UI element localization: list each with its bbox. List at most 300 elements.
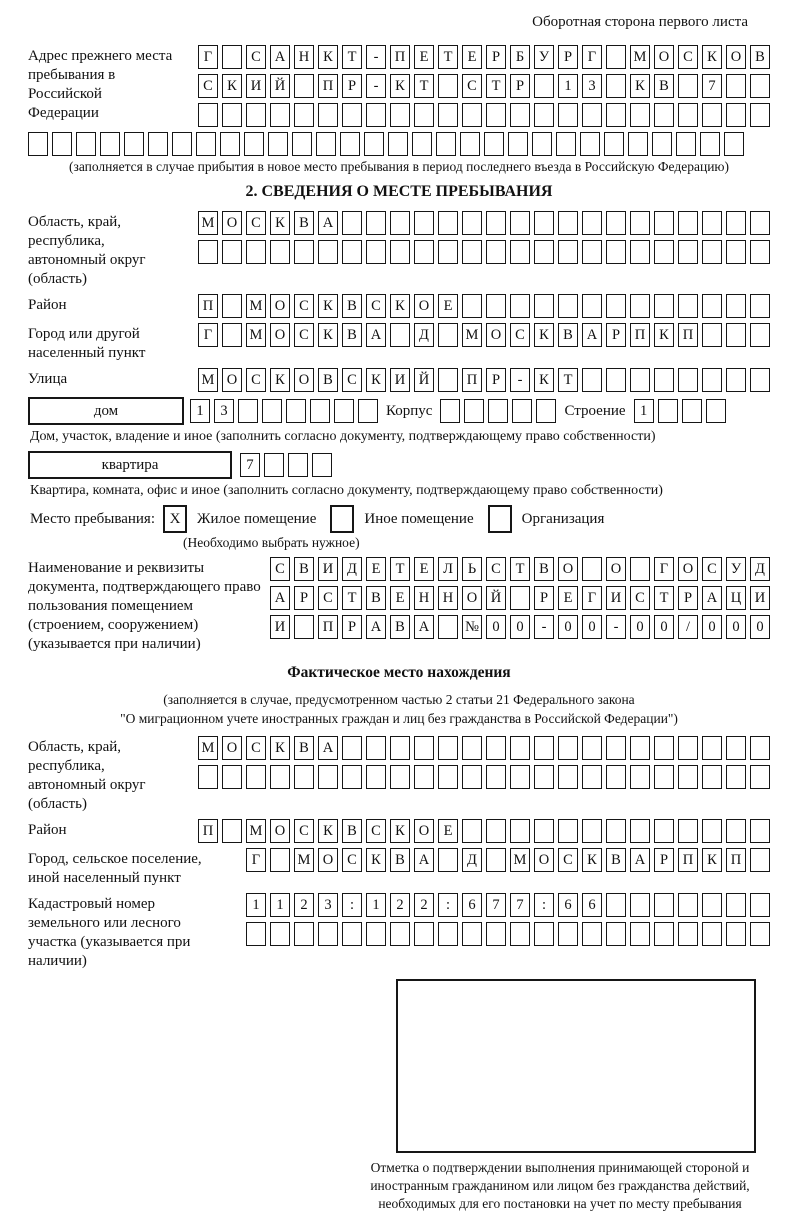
char-cell[interactable]: К — [270, 368, 290, 392]
char-cell[interactable]: Н — [414, 586, 434, 610]
char-cell[interactable] — [364, 132, 384, 156]
char-cell[interactable] — [556, 132, 576, 156]
char-cell[interactable] — [658, 399, 678, 423]
char-cell[interactable]: С — [246, 45, 266, 69]
char-cell[interactable] — [124, 132, 144, 156]
char-cell[interactable]: О — [414, 819, 434, 843]
char-cell[interactable]: О — [270, 323, 290, 347]
char-cell[interactable] — [606, 736, 626, 760]
char-cell[interactable] — [702, 294, 722, 318]
char-cell[interactable]: К — [366, 368, 386, 392]
char-cell[interactable] — [244, 132, 264, 156]
char-cell[interactable]: О — [558, 557, 578, 581]
char-cell[interactable]: А — [318, 211, 338, 235]
char-cell[interactable] — [270, 765, 290, 789]
char-cell[interactable]: Р — [558, 45, 578, 69]
char-cell[interactable]: Й — [486, 586, 506, 610]
char-cell[interactable] — [702, 736, 722, 760]
checkbox-residential[interactable]: X — [163, 505, 187, 533]
char-cell[interactable]: 0 — [630, 615, 650, 639]
char-cell[interactable] — [222, 819, 242, 843]
char-cell[interactable] — [580, 132, 600, 156]
char-cell[interactable] — [438, 103, 458, 127]
char-cell[interactable]: Р — [342, 615, 362, 639]
char-cell[interactable] — [536, 399, 556, 423]
char-cell[interactable] — [294, 922, 314, 946]
char-cell[interactable] — [726, 294, 746, 318]
char-cell[interactable]: : — [342, 893, 362, 917]
char-cell[interactable]: Е — [462, 45, 482, 69]
char-cell[interactable]: Д — [750, 557, 770, 581]
char-cell[interactable]: О — [222, 736, 242, 760]
char-cell[interactable] — [172, 132, 192, 156]
char-cell[interactable] — [484, 132, 504, 156]
char-cell[interactable] — [750, 922, 770, 946]
char-cell[interactable]: 0 — [510, 615, 530, 639]
char-cell[interactable] — [340, 132, 360, 156]
char-cell[interactable]: С — [702, 557, 722, 581]
char-cell[interactable] — [366, 103, 386, 127]
char-cell[interactable] — [390, 765, 410, 789]
char-cell[interactable] — [462, 922, 482, 946]
char-cell[interactable] — [318, 765, 338, 789]
char-cell[interactable]: - — [510, 368, 530, 392]
char-cell[interactable] — [630, 819, 650, 843]
char-cell[interactable] — [750, 211, 770, 235]
char-cell[interactable] — [246, 240, 266, 264]
char-cell[interactable] — [270, 922, 290, 946]
char-cell[interactable] — [390, 323, 410, 347]
char-cell[interactable]: С — [630, 586, 650, 610]
char-cell[interactable]: У — [726, 557, 746, 581]
char-cell[interactable]: Е — [366, 557, 386, 581]
char-cell[interactable]: Д — [414, 323, 434, 347]
char-cell[interactable]: К — [318, 819, 338, 843]
char-cell[interactable] — [750, 765, 770, 789]
char-cell[interactable] — [558, 765, 578, 789]
char-cell[interactable] — [462, 819, 482, 843]
char-cell[interactable]: Е — [438, 294, 458, 318]
char-cell[interactable]: Е — [438, 819, 458, 843]
char-cell[interactable] — [366, 211, 386, 235]
char-cell[interactable] — [534, 294, 554, 318]
char-cell[interactable] — [436, 132, 456, 156]
char-cell[interactable] — [582, 922, 602, 946]
char-cell[interactable]: 0 — [558, 615, 578, 639]
char-cell[interactable] — [630, 922, 650, 946]
char-cell[interactable] — [294, 765, 314, 789]
char-cell[interactable] — [558, 103, 578, 127]
char-cell[interactable] — [678, 765, 698, 789]
char-cell[interactable] — [630, 368, 650, 392]
char-cell[interactable]: П — [318, 74, 338, 98]
char-cell[interactable] — [510, 922, 530, 946]
char-cell[interactable] — [750, 893, 770, 917]
char-cell[interactable]: 1 — [558, 74, 578, 98]
char-cell[interactable] — [750, 74, 770, 98]
char-cell[interactable] — [486, 103, 506, 127]
char-cell[interactable] — [678, 922, 698, 946]
char-cell[interactable]: М — [462, 323, 482, 347]
char-cell[interactable]: В — [294, 736, 314, 760]
char-cell[interactable]: К — [582, 848, 602, 872]
char-cell[interactable]: К — [702, 45, 722, 69]
char-cell[interactable] — [510, 211, 530, 235]
char-cell[interactable] — [366, 922, 386, 946]
char-cell[interactable]: Т — [486, 74, 506, 98]
char-cell[interactable] — [654, 819, 674, 843]
char-cell[interactable] — [294, 615, 314, 639]
char-cell[interactable] — [486, 211, 506, 235]
char-cell[interactable] — [220, 132, 240, 156]
char-cell[interactable] — [288, 453, 308, 477]
char-cell[interactable] — [726, 323, 746, 347]
char-cell[interactable]: С — [510, 323, 530, 347]
char-cell[interactable]: Е — [390, 586, 410, 610]
char-cell[interactable]: П — [678, 848, 698, 872]
char-cell[interactable] — [654, 736, 674, 760]
char-cell[interactable] — [510, 294, 530, 318]
char-cell[interactable]: Т — [438, 45, 458, 69]
char-cell[interactable] — [724, 132, 744, 156]
char-cell[interactable]: Н — [438, 586, 458, 610]
char-cell[interactable] — [654, 240, 674, 264]
char-cell[interactable] — [582, 765, 602, 789]
char-cell[interactable]: : — [438, 893, 458, 917]
char-cell[interactable] — [388, 132, 408, 156]
char-cell[interactable]: С — [558, 848, 578, 872]
char-cell[interactable] — [726, 103, 746, 127]
char-cell[interactable]: 7 — [702, 74, 722, 98]
char-cell[interactable]: М — [246, 323, 266, 347]
char-cell[interactable]: В — [390, 615, 410, 639]
char-cell[interactable] — [222, 323, 242, 347]
char-cell[interactable] — [630, 557, 650, 581]
char-cell[interactable] — [726, 211, 746, 235]
char-cell[interactable] — [342, 240, 362, 264]
char-cell[interactable] — [582, 294, 602, 318]
char-cell[interactable] — [558, 819, 578, 843]
char-cell[interactable] — [750, 848, 770, 872]
char-cell[interactable] — [604, 132, 624, 156]
char-cell[interactable] — [534, 922, 554, 946]
char-cell[interactable]: В — [750, 45, 770, 69]
char-cell[interactable] — [222, 765, 242, 789]
char-cell[interactable] — [196, 132, 216, 156]
char-cell[interactable]: В — [342, 819, 362, 843]
char-cell[interactable] — [702, 240, 722, 264]
char-cell[interactable] — [438, 368, 458, 392]
char-cell[interactable]: 0 — [582, 615, 602, 639]
char-cell[interactable]: Н — [294, 45, 314, 69]
char-cell[interactable]: В — [534, 557, 554, 581]
char-cell[interactable]: Р — [654, 848, 674, 872]
char-cell[interactable]: К — [390, 294, 410, 318]
char-cell[interactable]: 0 — [726, 615, 746, 639]
char-cell[interactable]: 1 — [246, 893, 266, 917]
char-cell[interactable]: С — [270, 557, 290, 581]
char-cell[interactable]: П — [198, 294, 218, 318]
char-cell[interactable] — [678, 74, 698, 98]
char-cell[interactable] — [678, 240, 698, 264]
char-cell[interactable]: 0 — [702, 615, 722, 639]
char-cell[interactable]: К — [390, 74, 410, 98]
char-cell[interactable] — [238, 399, 258, 423]
char-cell[interactable] — [558, 240, 578, 264]
char-cell[interactable]: К — [318, 323, 338, 347]
char-cell[interactable] — [294, 240, 314, 264]
char-cell[interactable] — [512, 399, 532, 423]
checkbox-organization[interactable] — [488, 505, 512, 533]
char-cell[interactable]: О — [318, 848, 338, 872]
char-cell[interactable]: Т — [342, 45, 362, 69]
char-cell[interactable] — [630, 294, 650, 318]
char-cell[interactable]: М — [294, 848, 314, 872]
char-cell[interactable]: 0 — [486, 615, 506, 639]
char-cell[interactable]: Р — [486, 368, 506, 392]
char-cell[interactable] — [390, 240, 410, 264]
char-cell[interactable] — [628, 132, 648, 156]
char-cell[interactable] — [676, 132, 696, 156]
char-cell[interactable]: А — [414, 615, 434, 639]
char-cell[interactable]: С — [462, 74, 482, 98]
char-cell[interactable] — [222, 45, 242, 69]
char-cell[interactable]: М — [198, 368, 218, 392]
char-cell[interactable] — [414, 240, 434, 264]
char-cell[interactable]: Б — [510, 45, 530, 69]
char-cell[interactable] — [726, 922, 746, 946]
char-cell[interactable]: В — [294, 211, 314, 235]
char-cell[interactable]: О — [462, 586, 482, 610]
char-cell[interactable]: С — [366, 819, 386, 843]
char-cell[interactable]: М — [198, 211, 218, 235]
char-cell[interactable]: У — [534, 45, 554, 69]
char-cell[interactable] — [222, 294, 242, 318]
char-cell[interactable] — [486, 819, 506, 843]
char-cell[interactable]: 7 — [240, 453, 260, 477]
char-cell[interactable]: Е — [414, 557, 434, 581]
char-cell[interactable]: С — [342, 848, 362, 872]
char-cell[interactable] — [316, 132, 336, 156]
char-cell[interactable]: В — [342, 294, 362, 318]
char-cell[interactable] — [654, 922, 674, 946]
char-cell[interactable] — [702, 368, 722, 392]
char-cell[interactable] — [246, 922, 266, 946]
char-cell[interactable] — [678, 893, 698, 917]
char-cell[interactable] — [198, 765, 218, 789]
char-cell[interactable]: И — [390, 368, 410, 392]
char-cell[interactable] — [76, 132, 96, 156]
char-cell[interactable]: О — [678, 557, 698, 581]
char-cell[interactable] — [438, 848, 458, 872]
char-cell[interactable]: 1 — [190, 399, 210, 423]
char-cell[interactable] — [270, 240, 290, 264]
char-cell[interactable] — [438, 736, 458, 760]
char-cell[interactable] — [750, 323, 770, 347]
char-cell[interactable] — [682, 399, 702, 423]
char-cell[interactable]: Ц — [726, 586, 746, 610]
char-cell[interactable]: Г — [246, 848, 266, 872]
char-cell[interactable]: О — [270, 819, 290, 843]
char-cell[interactable] — [726, 74, 746, 98]
char-cell[interactable]: П — [198, 819, 218, 843]
char-cell[interactable]: 6 — [462, 893, 482, 917]
char-cell[interactable]: 1 — [366, 893, 386, 917]
char-cell[interactable] — [270, 848, 290, 872]
char-cell[interactable] — [246, 765, 266, 789]
char-cell[interactable]: В — [654, 74, 674, 98]
char-cell[interactable] — [366, 736, 386, 760]
char-cell[interactable] — [750, 294, 770, 318]
char-cell[interactable]: О — [270, 294, 290, 318]
char-cell[interactable] — [706, 399, 726, 423]
char-cell[interactable]: К — [390, 819, 410, 843]
char-cell[interactable] — [630, 736, 650, 760]
char-cell[interactable]: К — [270, 736, 290, 760]
char-cell[interactable] — [390, 736, 410, 760]
char-cell[interactable]: Т — [414, 74, 434, 98]
char-cell[interactable] — [654, 893, 674, 917]
char-cell[interactable]: 3 — [582, 74, 602, 98]
char-cell[interactable] — [262, 399, 282, 423]
char-cell[interactable] — [534, 74, 554, 98]
char-cell[interactable]: 1 — [634, 399, 654, 423]
char-cell[interactable]: И — [246, 74, 266, 98]
char-cell[interactable]: № — [462, 615, 482, 639]
char-cell[interactable]: 2 — [294, 893, 314, 917]
char-cell[interactable] — [582, 103, 602, 127]
char-cell[interactable]: Р — [294, 586, 314, 610]
char-cell[interactable] — [558, 294, 578, 318]
char-cell[interactable] — [678, 736, 698, 760]
char-cell[interactable] — [438, 922, 458, 946]
char-cell[interactable] — [334, 399, 354, 423]
char-cell[interactable] — [700, 132, 720, 156]
char-cell[interactable]: К — [534, 323, 554, 347]
char-cell[interactable] — [582, 819, 602, 843]
char-cell[interactable]: 1 — [270, 893, 290, 917]
char-cell[interactable] — [534, 211, 554, 235]
char-cell[interactable]: А — [366, 323, 386, 347]
char-cell[interactable] — [318, 103, 338, 127]
char-cell[interactable] — [342, 103, 362, 127]
char-cell[interactable] — [292, 132, 312, 156]
char-cell[interactable] — [678, 368, 698, 392]
char-cell[interactable] — [606, 893, 626, 917]
char-cell[interactable] — [678, 103, 698, 127]
char-cell[interactable]: Г — [198, 323, 218, 347]
char-cell[interactable]: 6 — [558, 893, 578, 917]
char-cell[interactable] — [726, 819, 746, 843]
char-cell[interactable]: М — [630, 45, 650, 69]
char-cell[interactable] — [414, 103, 434, 127]
char-cell[interactable] — [582, 240, 602, 264]
char-cell[interactable] — [438, 765, 458, 789]
char-cell[interactable] — [534, 765, 554, 789]
char-cell[interactable] — [294, 74, 314, 98]
char-cell[interactable] — [414, 922, 434, 946]
char-cell[interactable]: В — [318, 368, 338, 392]
char-cell[interactable]: П — [726, 848, 746, 872]
char-cell[interactable] — [558, 736, 578, 760]
char-cell[interactable] — [414, 765, 434, 789]
char-cell[interactable] — [486, 922, 506, 946]
char-cell[interactable]: 3 — [214, 399, 234, 423]
char-cell[interactable] — [268, 132, 288, 156]
char-cell[interactable] — [222, 240, 242, 264]
char-cell[interactable] — [460, 132, 480, 156]
char-cell[interactable]: П — [462, 368, 482, 392]
char-cell[interactable] — [606, 922, 626, 946]
char-cell[interactable]: Р — [342, 74, 362, 98]
char-cell[interactable]: М — [510, 848, 530, 872]
char-cell[interactable]: В — [390, 848, 410, 872]
char-cell[interactable] — [486, 848, 506, 872]
char-cell[interactable]: М — [198, 736, 218, 760]
char-cell[interactable] — [488, 399, 508, 423]
char-cell[interactable]: Г — [654, 557, 674, 581]
char-cell[interactable]: К — [318, 45, 338, 69]
char-cell[interactable] — [486, 765, 506, 789]
char-cell[interactable] — [414, 736, 434, 760]
char-cell[interactable]: Д — [462, 848, 482, 872]
char-cell[interactable]: И — [606, 586, 626, 610]
char-cell[interactable] — [462, 211, 482, 235]
char-cell[interactable]: К — [630, 74, 650, 98]
char-cell[interactable] — [414, 211, 434, 235]
char-cell[interactable]: О — [222, 211, 242, 235]
char-cell[interactable]: 7 — [486, 893, 506, 917]
char-cell[interactable] — [702, 922, 722, 946]
char-cell[interactable] — [654, 765, 674, 789]
char-cell[interactable]: П — [678, 323, 698, 347]
char-cell[interactable] — [702, 765, 722, 789]
char-cell[interactable] — [558, 922, 578, 946]
char-cell[interactable] — [750, 240, 770, 264]
char-cell[interactable]: О — [486, 323, 506, 347]
char-cell[interactable]: С — [294, 294, 314, 318]
char-cell[interactable]: Р — [678, 586, 698, 610]
char-cell[interactable] — [462, 240, 482, 264]
char-cell[interactable] — [534, 736, 554, 760]
char-cell[interactable] — [510, 819, 530, 843]
char-cell[interactable]: 2 — [414, 893, 434, 917]
char-cell[interactable] — [438, 323, 458, 347]
char-cell[interactable]: Д — [342, 557, 362, 581]
char-cell[interactable]: К — [702, 848, 722, 872]
char-cell[interactable]: В — [606, 848, 626, 872]
char-cell[interactable]: Е — [414, 45, 434, 69]
char-cell[interactable]: А — [270, 45, 290, 69]
char-cell[interactable]: В — [342, 323, 362, 347]
char-cell[interactable]: О — [414, 294, 434, 318]
char-cell[interactable]: 0 — [750, 615, 770, 639]
char-cell[interactable]: Г — [582, 586, 602, 610]
char-cell[interactable]: : — [534, 893, 554, 917]
char-cell[interactable] — [342, 765, 362, 789]
char-cell[interactable] — [582, 736, 602, 760]
char-cell[interactable] — [532, 132, 552, 156]
char-cell[interactable]: К — [270, 211, 290, 235]
char-cell[interactable] — [582, 211, 602, 235]
char-cell[interactable]: Г — [198, 45, 218, 69]
char-cell[interactable]: С — [486, 557, 506, 581]
char-cell[interactable]: Й — [270, 74, 290, 98]
char-cell[interactable]: Ь — [462, 557, 482, 581]
char-cell[interactable] — [630, 103, 650, 127]
char-cell[interactable]: А — [366, 615, 386, 639]
char-cell[interactable] — [486, 294, 506, 318]
